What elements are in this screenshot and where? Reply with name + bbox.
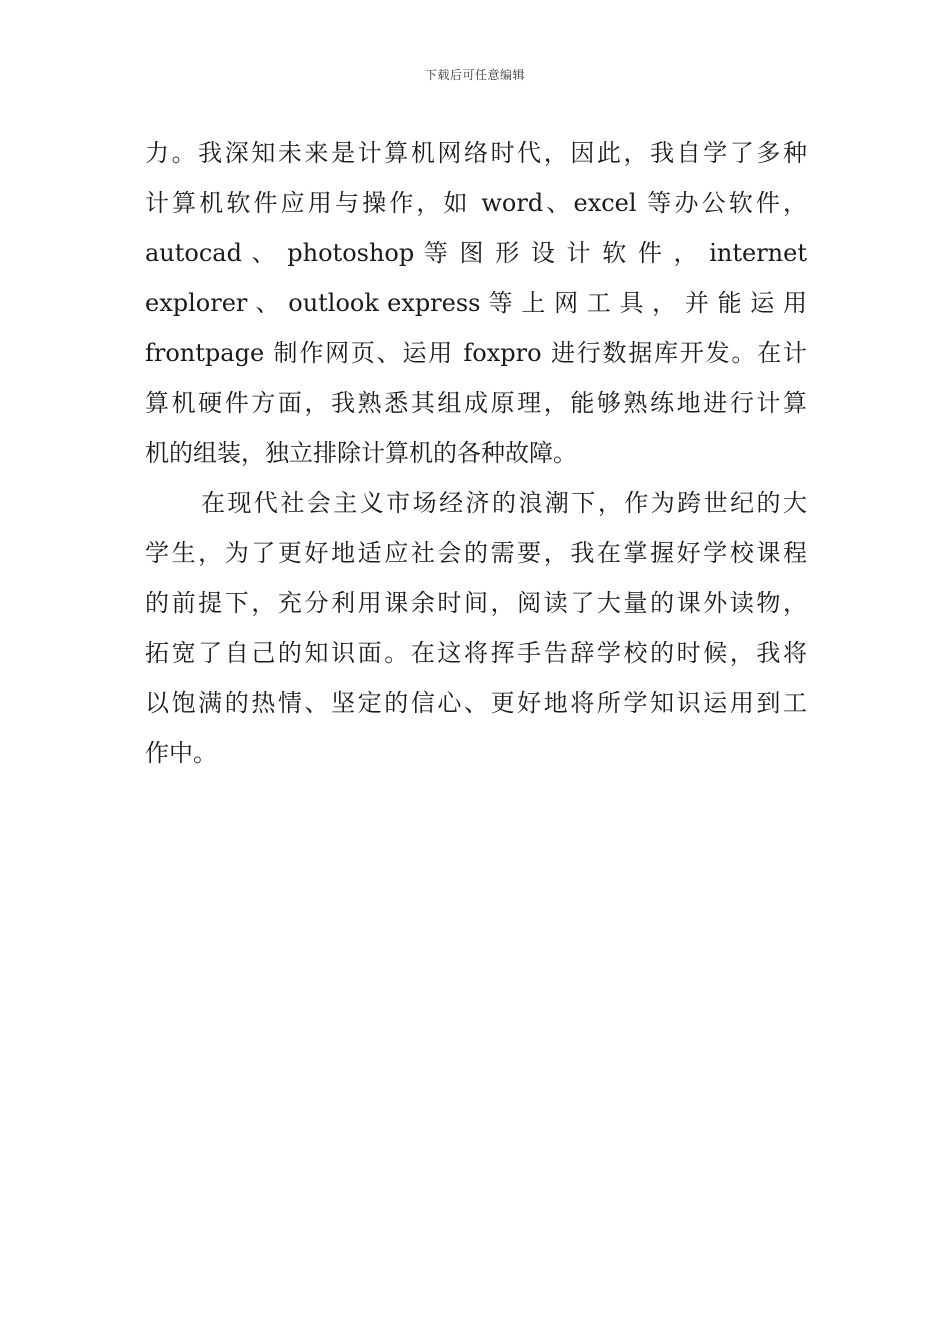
- paragraph-line: 机的组装，独立排除计算机的各种故障。: [145, 439, 577, 467]
- header-note: 下载后可任意编辑: [424, 68, 525, 82]
- paragraph-line: 拓宽了自己的知识面。在这将挥手告辞学校的时候，我将: [145, 639, 807, 667]
- paragraph-line: 算机硬件方面，我熟悉其组成原理，能够熟练地进行计算: [145, 389, 807, 417]
- paragraph-line: 作中。: [145, 739, 217, 767]
- paragraph-2: [145, 478, 807, 778]
- paragraph-line: explorer 、 outlook express 等 上 网 工 具 ， 并 能 运 用: [145, 289, 807, 317]
- paragraph-line: 学生，为了更好地适应社会的需要，我在掌握好学校课程: [145, 539, 807, 567]
- paragraph-line: autocad 、 photoshop 等 图 形 设 计 软 件 ， internet: [145, 239, 807, 267]
- paragraph-line: 在现代社会主义市场经济的浪潮下，作为跨世纪的大: [201, 489, 807, 517]
- paragraph-line: 力。我深知未来是计算机网络时代，因此，我自学了多种: [145, 139, 807, 167]
- paragraph-line: 计算机软件应用与操作，如 word、excel 等办公软件，: [145, 189, 807, 217]
- paragraph-line: 以饱满的热情、坚定的信心、更好地将所学知识运用到工: [145, 689, 807, 717]
- paragraph-line: frontpage 制作网页、运用 foxpro 进行数据库开发。在计: [145, 339, 807, 367]
- paragraph-line: 的前提下，充分利用课余时间，阅读了大量的课外读物，: [145, 589, 807, 617]
- paragraph-1: [145, 128, 807, 478]
- document-body: [145, 128, 807, 778]
